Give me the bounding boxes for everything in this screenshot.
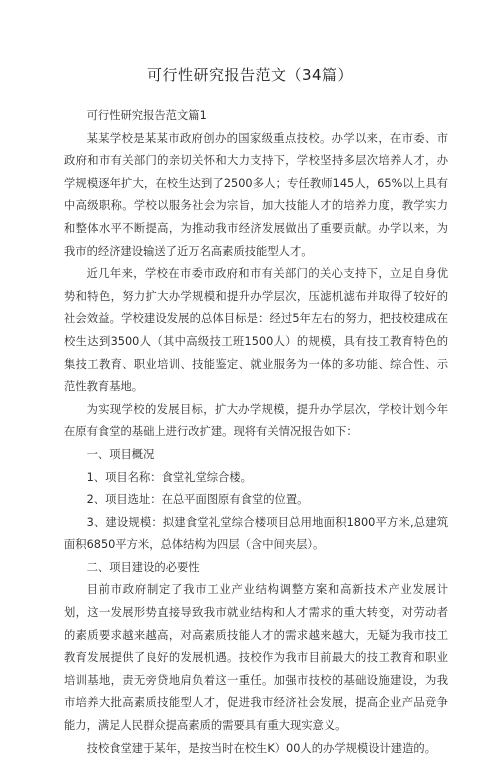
- section-heading: 一、项目概况: [86, 447, 155, 461]
- paragraph: 某某学校是某某市政府创办的国家级重点技校。办学以来，在市委、市政府和市有关部门的亲切关怀和大力支持下，学校坚持多层次培养人才，办学规模逐年扩大，在校生达到了2500多人；专任教师145人，65%以上具有中高级职称。学校以服务社会为宗旨，加大技能人才的培养力度，教学实力和整体水平不断提高，为推动我市经济发展做出了重要贡献。办学以来，为我市的经济建设输送了近万名高素质技能型人才。: [64, 131, 448, 258]
- paragraph: 为实现学校的发展目标，扩大办学规模，提升办学层次，学校计划今年在原有食堂的基础上进行改扩建。现将有关情况报告如下：: [64, 402, 448, 439]
- section-heading: 二、项目建设的必要性: [86, 560, 200, 574]
- paragraph: 近几年来，学校在市委市政府和市有关部门的关心支持下，立足自身优势和特色，努力扩大办学规模和提升办学层次，压滤机滤布并取得了较好的社会效益。学校建设发展的总体目标是：经过5年左右的努力，把技校建成在校生达到3500人（其中高级技工班1500人）的规模，具有技工教育特色的集技工教育、职业培训、技能鉴定、就业服务为一体的多功能、综合性、示范性教育基地。: [64, 267, 448, 394]
- paragraph: 技校食堂建于某年，是按当时在校生K）00人的办学规模设计建造的。: [86, 741, 436, 755]
- list-item: 3、建设规模：拟建食堂礼堂综合楼项目总用地面积1800平方米,总建筑面积6850平方米，总体结构为四层（含中间夹层）。: [64, 515, 448, 552]
- list-item: 2、项目选址：在总平面图原有食堂的位置。: [86, 493, 309, 507]
- list-item: 1、项目名称：食堂礼堂综合楼。: [86, 470, 252, 484]
- paragraph: 目前市政府制定了我市工业产业结构调整方案和高新技术产业发展计划，这一发展形势直接导致我市就业结构和人才需求的重大转变，对劳动者的素质要求越来越高，对高素质技能人才的需求越来越大，无疑为我市技工教育发展提供了良好的发展机遇。技校作为我市目前最大的技工教育和职业培训基地，责无旁贷地肩负着这一重任。加强市技校的基础设施建设，为我市培养大批高素质技能型人才，促进我市经济社会发展，提高企业产品竞争能力，满足人民群众提高素质的需要具有重大现实意义。: [64, 583, 448, 733]
- document-body: [64, 105, 448, 760]
- document-title: 可行性研究报告范文（34篇）: [146, 66, 354, 84]
- section-subtitle: 可行性研究报告范文篇1: [86, 109, 207, 122]
